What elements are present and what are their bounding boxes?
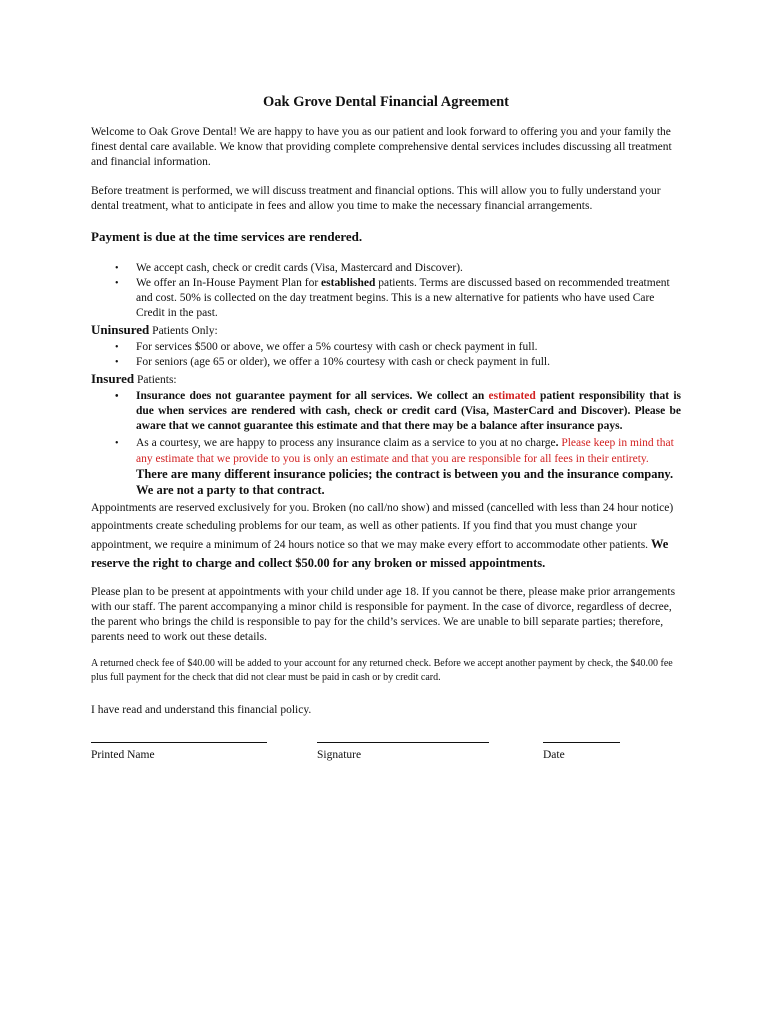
list-item [91,261,681,276]
printed-name-field[interactable] [91,742,267,761]
insured-list [91,389,681,499]
insured-item-guarantee-a: Insurance does not guarantee payment for all services. We collect an [136,390,489,402]
payment-item-plan-a: We offer an In-House Payment Plan for [136,277,322,289]
date-label: Date [543,749,565,761]
before-treatment-paragraph: Before treatment is performed, we will discuss treatment and financial options. This will allow you to fully understand your dental treatment, what to anticipate in fees and allow you time to make the necessary financial arrangements. [91,185,661,212]
printed-name-label: Printed Name [91,749,155,761]
insured-item-courtesy-a: As a courtesy, we are happy to process any insurance claim as a service to you at no charge [136,437,556,449]
acknowledge-text: I have read and understand this financial policy. [91,704,312,716]
list-item [91,340,681,355]
bullet-icon: • [115,438,119,449]
insured-item-courtesy-period: . [555,437,559,449]
payment-item-plan-b: patients. Terms are discussed based on recommended treatment and cost. 50% is collected on the day treatment begins. This is a new alternative for patients who have used Care Credit in the past. [136,277,670,319]
signature-row [91,742,681,782]
payment-list [91,261,681,321]
signature-line [317,742,489,743]
uninsured-item-500: For services $500 or above, we offer a 5% courtesy with cash or check payment in full. [136,341,538,353]
insured-heading-rest: Patients: [134,374,177,386]
document-body [91,94,681,782]
welcome-paragraph: Welcome to Oak Grove Dental! We are happy to have you as our patient and look forward to offering you and your family the finest dental care available. We know that providing complete comprehensive dental services includes discussing all treatment and financial information. [91,126,672,168]
uninsured-list [91,340,681,370]
list-item [91,355,681,370]
signature-line [543,742,620,743]
signature-field[interactable] [317,742,489,761]
payment-item-plan-bold: established [321,277,376,289]
uninsured-heading-bold: Uninsured [91,322,150,337]
date-field[interactable] [543,742,620,761]
signature-label: Signature [317,749,362,761]
insured-item-estimate-note: Please keep in mind that any estimate that we provide to you is only an estimate and that you are responsible for all fees in their entirety. [136,437,674,465]
appointments-bold: We reserve the right to charge and collect $50.00 for any broken or missed appointments. [91,537,669,570]
returned-check-paragraph: A returned check fee of $40.00 will be added to your account for any returned check. Before we accept another payment by check, the $40.00 fee plus full payment for the check that did not clear must be paid in cash or by credit card. [91,658,673,683]
appointments-paragraph [91,499,681,573]
list-item [91,389,681,434]
insured-item-estimated: estimated [488,390,536,402]
list-item [91,436,681,499]
insured-item-guarantee-b: patient responsibility that is due when services are rendered with cash, check or credit card (Visa, MasterCard and Discover). Please be aware that we cannot guarantee this estimate and that there may be a balance after insurance pays. [136,390,681,432]
list-item [91,276,681,321]
insured-item-contract: There are many different insurance policies; the contract is between you and the insurance company. We are not a party to that contract. [136,467,674,497]
uninsured-heading-rest: Patients Only: [149,325,218,337]
uninsured-item-seniors: For seniors (age 65 or older), we offer a 10% courtesy with cash or check payment in full. [136,356,550,368]
payment-item-cards: We accept cash, check or credit cards (Visa, Mastercard and Discover). [136,262,463,274]
uninsured-heading [91,321,681,340]
minors-paragraph: Please plan to be present at appointments with your child under age 18. If you cannot be there, please make prior arrangements with our staff. The parent accompanying a minor child is responsible for payment. In the case of divorce, regardless of decree, the parent who brings the child is responsible to pay for the child’s services. We are unable to bill separate parties; therefore, parents need to work out these details. [91,586,676,643]
insured-heading [91,370,681,389]
insured-heading-bold: Insured [91,371,135,386]
bullet-icon: • [115,263,119,274]
bullet-icon: • [115,342,119,353]
bullet-icon: • [115,391,119,402]
document-title: Oak Grove Dental Financial Agreement [263,94,509,110]
appointments-text: Appointments are reserved exclusively for you. Broken (no call/no show) and missed (cancelled with less than 24 hour notice) appointments create scheduling problems for our team, as well as other patients. If you find that you must change your appointment, we require a minimum of 24 hours notice so that we may make every effort to accommodate other patients. [91,502,674,551]
signature-line [91,742,267,743]
bullet-icon: • [115,278,119,289]
bullet-icon: • [115,357,119,368]
payment-heading: Payment is due at the time services are rendered. [91,229,363,244]
